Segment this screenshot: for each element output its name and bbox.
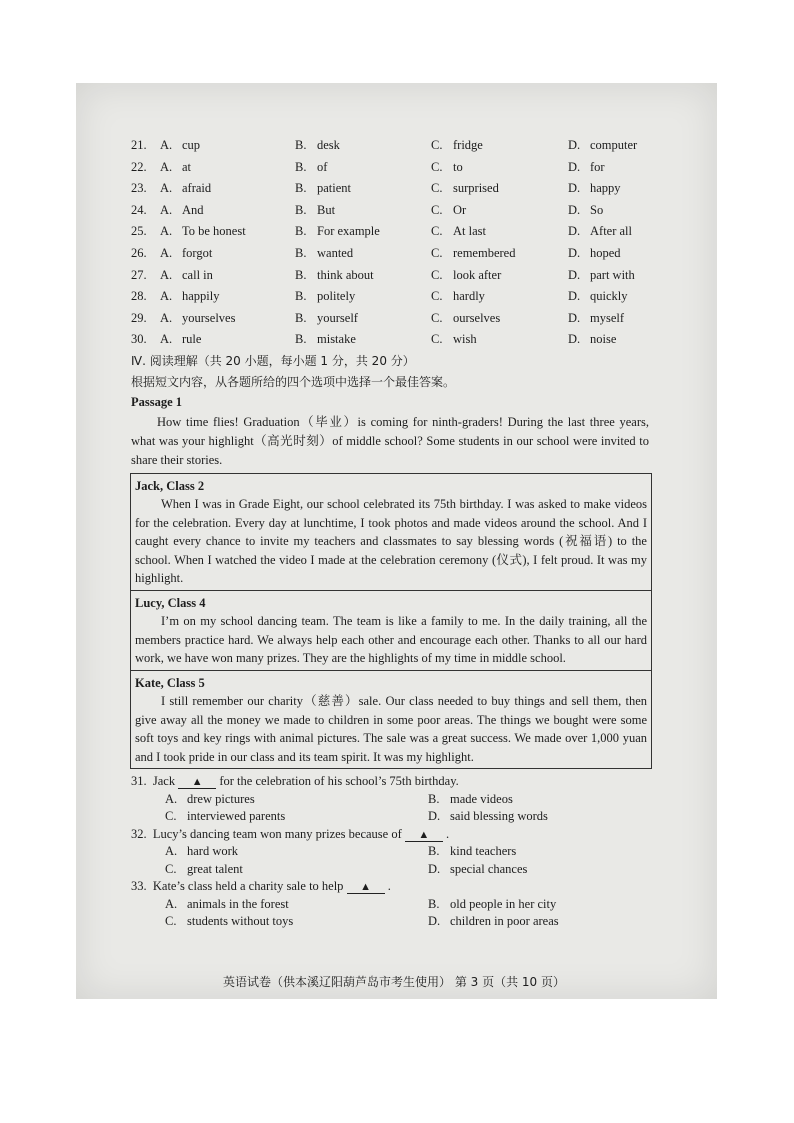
option-letter: D. [568, 181, 581, 196]
option-letter: D. [568, 289, 581, 304]
option-text: happily [182, 289, 220, 304]
instruction: 根据短文内容，从各题所给的四个选项中选择一个最佳答案。 [131, 374, 456, 389]
option-b [295, 178, 351, 200]
option-letter: A. [160, 267, 173, 282]
choice-c: C. students without toys [165, 914, 294, 929]
option-c [431, 265, 501, 287]
option-text: desk [317, 138, 340, 152]
option-letter: B. [295, 224, 307, 239]
option-row [131, 286, 653, 308]
choice-row [165, 791, 653, 809]
option-letter: B. [295, 138, 307, 152]
option-a [160, 221, 246, 243]
option-text: cup [182, 138, 201, 152]
option-letter: C. [431, 202, 443, 217]
option-row [131, 221, 653, 243]
story-name: Lucy, Class 4 [135, 595, 206, 610]
question-number: 22. [131, 159, 147, 174]
option-letter: B. [295, 159, 307, 174]
option-d [568, 308, 624, 330]
choice-row [165, 861, 653, 879]
option-c [431, 308, 500, 330]
option-letter: C. [431, 245, 443, 260]
story-kate [131, 670, 651, 769]
choice-a: A. hard work [165, 844, 239, 859]
option-row [131, 157, 653, 179]
option-letter: A. [160, 202, 173, 217]
option-row [131, 308, 653, 330]
option-a [160, 329, 201, 351]
option-text: noise [590, 332, 617, 347]
option-d [568, 329, 616, 351]
choice-d: D. said blessing words [428, 809, 548, 824]
option-letter: A. [160, 332, 173, 347]
option-letter: D. [568, 202, 581, 217]
option-text: of [317, 159, 328, 174]
option-text: hoped [590, 245, 621, 260]
option-letter: D. [568, 332, 581, 347]
option-letter: B. [295, 267, 307, 282]
stem-after: for the celebration of his school’s 75th birthday. [219, 774, 459, 789]
option-text: After all [590, 224, 632, 239]
option-letter: B. [295, 245, 307, 260]
option-letter: B. [295, 289, 307, 304]
option-letter: C. [431, 159, 443, 174]
option-b [295, 286, 355, 308]
option-d [568, 286, 628, 308]
option-letter: A. [160, 159, 173, 174]
option-text: patient [317, 181, 352, 196]
question-number: 24. [131, 202, 147, 217]
exam-paper [76, 83, 717, 999]
page-footer: 英语试卷（供本溪辽阳葫芦岛市考生使用） 第 3 页（共 10 页） [223, 975, 565, 989]
option-a [160, 308, 235, 330]
option-text: To be honest [182, 224, 246, 239]
option-letter: C. [431, 267, 443, 282]
option-text: remembered [453, 245, 516, 260]
option-d [568, 135, 637, 157]
choice-row [165, 808, 653, 826]
question-stem [131, 878, 653, 896]
option-d [568, 157, 605, 179]
question-number: 32. [131, 826, 147, 841]
option-c [431, 135, 483, 157]
choice-c: C. interviewed parents [165, 809, 286, 824]
option-row [131, 243, 653, 265]
choice-b: B. old people in her city [428, 896, 557, 911]
question-number: 29. [131, 310, 147, 325]
option-a [160, 135, 200, 157]
option-letter: B. [295, 332, 307, 347]
story-name: Jack, Class 2 [135, 478, 205, 493]
option-b [295, 329, 356, 351]
option-text: But [317, 202, 336, 217]
option-c [431, 178, 499, 200]
stories-box [130, 473, 652, 770]
option-b [295, 135, 340, 157]
option-letter: C. [431, 332, 443, 347]
option-letter: C. [431, 138, 443, 152]
option-letter: D. [568, 267, 581, 282]
option-letter: D. [568, 224, 581, 239]
question-stem [131, 773, 653, 791]
option-text: to [453, 159, 463, 174]
option-letter: C. [431, 310, 443, 325]
option-b [295, 221, 380, 243]
option-a [160, 265, 213, 287]
choice-row [165, 843, 653, 861]
question-item [131, 773, 653, 826]
passage-intro: How time flies! Graduation（毕业）is coming for ninth-graders! During the last three years, what was your highlight（高光时刻）of middle school? Some students in our school were invited to share their stories. [131, 414, 649, 467]
page-content [131, 135, 653, 989]
story-lucy [131, 590, 651, 670]
option-text: So [590, 202, 604, 217]
option-text: afraid [182, 181, 212, 196]
option-a [160, 286, 220, 308]
question-number: 30. [131, 332, 147, 347]
option-text: forgot [182, 245, 213, 260]
option-text: yourselves [182, 310, 236, 325]
questions [131, 773, 653, 931]
choice-row [165, 896, 653, 914]
option-text: part with [590, 267, 635, 282]
option-text: hardly [453, 289, 485, 304]
option-letter: C. [431, 181, 443, 196]
option-text: mistake [317, 332, 356, 347]
stem-before: Kate’s class held a charity sale to help [152, 879, 344, 894]
story-name: Kate, Class 5 [135, 675, 205, 690]
option-d [568, 178, 621, 200]
section-title: Ⅳ. 阅读理解（共 20 小题，每小题 1 分，共 20 分） [131, 353, 415, 368]
option-text: surprised [453, 181, 499, 196]
stem-after: . [446, 826, 450, 841]
question-number: 26. [131, 245, 147, 260]
option-letter: C. [431, 224, 443, 239]
option-letter: D. [568, 310, 581, 325]
option-c [431, 243, 515, 265]
question-number: 25. [131, 224, 147, 239]
story-text: When I was in Grade Eight, our school celebrated its 75th birthday. I was asked to make videos for the celebration. Every day at lunchtime, I took photos and made videos around the school. And I caught every chance to invite my teachers and classmates to say blessing words (祝福语) to the school. When I watched the video I made at the celebration ceremony (仪式), I felt proud. It was my highlight. [135, 497, 647, 586]
option-row [131, 329, 653, 351]
option-a [160, 157, 191, 179]
story-text: I’m on my school dancing team. The team is like a family to me. In the daily training, all the members practice hard. We always help each other and encourage each other. Thanks to all our hard work, we have won many prizes. They are the highlights of my time in middle school. [135, 614, 647, 666]
option-text: fridge [453, 138, 483, 152]
option-letter: A. [160, 310, 173, 325]
option-text: quickly [590, 289, 628, 304]
option-c [431, 221, 486, 243]
option-text: myself [590, 310, 625, 325]
option-d [568, 243, 621, 265]
choice-d: D. special chances [428, 861, 528, 876]
option-text: And [182, 202, 204, 217]
stem-before: Lucy’s dancing team won many prizes because of [152, 826, 402, 841]
option-a [160, 200, 204, 222]
question-number: 28. [131, 289, 147, 304]
choice-a: A. animals in the forest [165, 896, 289, 911]
option-letter: A. [160, 224, 173, 239]
option-letter: B. [295, 181, 307, 196]
option-text: politely [317, 289, 356, 304]
option-text: wanted [317, 245, 354, 260]
story-jack [131, 474, 651, 590]
option-b [295, 265, 374, 287]
option-text: For example [317, 224, 380, 239]
option-text: think about [317, 267, 374, 282]
choice-a: A. drew pictures [165, 791, 255, 806]
option-letter: A. [160, 181, 173, 196]
option-a [160, 178, 211, 200]
option-letter: B. [295, 202, 307, 217]
question-number: 31. [131, 774, 147, 789]
option-text: At last [453, 224, 486, 239]
question-number: 27. [131, 267, 147, 282]
question-number: 23. [131, 181, 147, 196]
option-text: Or [453, 202, 467, 217]
option-text: at [182, 159, 192, 174]
option-text: rule [182, 332, 202, 347]
choice-d: D. children in poor areas [428, 914, 559, 929]
choice-b: B. made videos [428, 791, 513, 806]
option-c [431, 200, 466, 222]
option-b [295, 200, 335, 222]
question-stem [131, 826, 653, 844]
option-d [568, 221, 632, 243]
passage-title: Passage 1 [131, 394, 183, 409]
question-item [131, 826, 653, 879]
option-letter: D. [568, 159, 581, 174]
option-b [295, 157, 327, 179]
option-letter: B. [295, 310, 307, 325]
option-letter: A. [160, 245, 173, 260]
option-letter: A. [160, 289, 173, 304]
choice-row [165, 913, 653, 931]
option-b [295, 243, 353, 265]
option-c [431, 329, 477, 351]
option-b [295, 308, 358, 330]
option-d [568, 200, 603, 222]
answer-blank: ▲ [405, 829, 443, 842]
option-letter: A. [160, 138, 173, 152]
option-text: happy [590, 181, 621, 196]
answer-blank: ▲ [347, 881, 385, 894]
stem-before: Jack [152, 774, 176, 789]
option-row [131, 265, 653, 287]
option-text: call in [182, 267, 213, 282]
story-text: I still remember our charity（慈善）sale. Our class needed to buy things and sell them, then give away all the money we made to children in some poor areas. The things we bought were some soft toys and key rings with animal pictures. The sale was a great success. We made over 1,000 yuan and I took pride in our class and its team spirit. It was my highlight. [135, 694, 647, 764]
question-number: 21. [131, 138, 147, 152]
option-letter: C. [431, 289, 443, 304]
option-c [431, 286, 485, 308]
option-text: computer [590, 138, 638, 152]
answer-blank: ▲ [178, 776, 216, 789]
option-row [131, 135, 653, 157]
option-letter: D. [568, 245, 581, 260]
option-d [568, 265, 635, 287]
options-block [131, 135, 653, 351]
option-text: yourself [317, 310, 358, 325]
option-row [131, 200, 653, 222]
choice-b: B. kind teachers [428, 844, 517, 859]
question-number: 33. [131, 879, 147, 894]
option-text: ourselves [453, 310, 501, 325]
option-letter: D. [568, 138, 581, 152]
option-row [131, 178, 653, 200]
option-c [431, 157, 463, 179]
option-text: for [590, 159, 605, 174]
choice-c: C. great talent [165, 861, 243, 876]
question-item [131, 878, 653, 931]
option-a [160, 243, 212, 265]
option-text: look after [453, 267, 502, 282]
option-text: wish [453, 332, 477, 347]
stem-after: . [387, 879, 391, 894]
